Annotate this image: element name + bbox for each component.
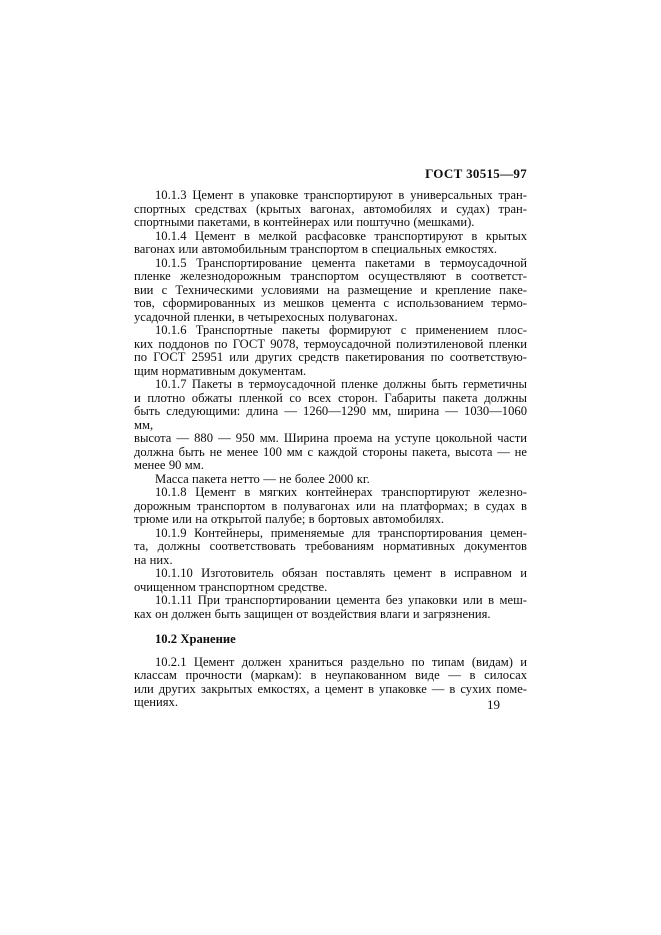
text-line: 10.2 Хранение: [155, 632, 236, 646]
text-line: та, должны соответствовать требованиям нормативных документов: [134, 539, 527, 553]
text-line: очищенном транспортном средстве.: [134, 579, 328, 594]
text-line: щениях.: [134, 695, 179, 709]
text-line: трюме или на открытой палубе; в бортовых автомобилях.: [134, 512, 445, 526]
text-line: или других закрытых емкостях, а цемент в упаковке — в сухих поме-: [134, 681, 527, 696]
paragraph: [134, 324, 527, 378]
text-line: должна быть не менее 100 мм с каждой стороны пакета, высота — не: [134, 444, 527, 459]
text-line: высота — 880 — 950 мм. Ширина проема на уступе цокольной части: [134, 431, 527, 445]
paragraph: [134, 257, 527, 325]
text-line: дорожным транспортом в полувагонах или на платформах; в судах в: [134, 498, 527, 513]
text-line: 10.1.4 Цемент в мелкой расфасовке транспортируют в крытых: [155, 228, 527, 243]
text-line: Масса пакета нетто — не более 2000 кг.: [155, 471, 370, 486]
text-line: ках он должен быть защищен от воздействия влаги и загрязнения.: [134, 606, 491, 621]
paragraph: [134, 189, 527, 230]
running-header: ГОСТ 30515—97: [425, 166, 527, 181]
text-line: 10.1.11 При транспортировании цемента без упаковки или в меш-: [155, 593, 527, 607]
text-line: быть следующими: длина — 1260—1290 мм, ширина — 1030—1060 мм,: [134, 404, 527, 432]
text-line: пленке железнодорожным транспортом осуществляют в соответст-: [134, 269, 527, 283]
text-line: щим нормативным документам.: [134, 363, 307, 378]
paragraph: [134, 567, 527, 594]
paragraph: [134, 230, 527, 257]
text-line: тов, сформированных из мешков цемента с использованием термо-: [134, 296, 527, 310]
paragraph: [134, 473, 527, 487]
text-line: ких поддонов по ГОСТ 9078, термоусадочной полиэтиленовой пленки: [134, 336, 527, 351]
section-heading: [134, 633, 527, 647]
paragraph: [134, 594, 527, 621]
text-line: вии с Техническими условиями на размещение и крепление паке-: [134, 282, 527, 297]
text-line: 10.1.9 Контейнеры, применяемые для транспортирования цемен-: [155, 525, 527, 540]
text-line: менее 90 мм.: [134, 458, 204, 472]
paragraph: [134, 378, 527, 473]
text-line: усадочной пленки, в четырехосных полувагонах.: [134, 309, 398, 324]
text-line: по ГОСТ 25951 или других средств пакетирования по соответствую-: [134, 350, 527, 364]
page-number: 19: [487, 697, 500, 712]
text-line: спортными пакетами, в контейнерах или поштучно (мешками).: [134, 215, 475, 229]
text-line: и плотно обжаты пленкой со всех сторон. Габариты пакета должны: [134, 390, 527, 405]
text-line: на них.: [134, 552, 173, 567]
text-line: 10.1.7 Пакеты в термоусадочной пленке должны быть герметичны: [155, 377, 527, 391]
text-line: 10.1.3 Цемент в упаковке транспортируют в универсальных тран-: [155, 188, 527, 202]
text-line: 10.1.8 Цемент в мягких контейнерах транспортируют железно-: [155, 485, 527, 499]
text-line: вагонах или автомобильным транспортом в специальных емкостях.: [134, 242, 498, 256]
text-line: 10.2.1 Цемент должен храниться раздельно по типам (видам) и: [155, 654, 527, 669]
text-line: спортных средствах (крытых вагонах, автомобилях и судах) тран-: [134, 201, 527, 216]
text-line: 10.1.10 Изготовитель обязан поставлять цемент в исправном и: [155, 566, 527, 580]
paragraph: [134, 527, 527, 568]
paragraph: [134, 486, 527, 527]
text-line: классам прочности (маркам): в неупакованном виде — в силосах: [134, 668, 527, 682]
text-line: 10.1.6 Транспортные пакеты формируют с применением плос-: [155, 323, 527, 337]
document-body: [134, 189, 527, 710]
text-line: 10.1.5 Транспортирование цемента пакетами в термоусадочной: [155, 255, 527, 270]
